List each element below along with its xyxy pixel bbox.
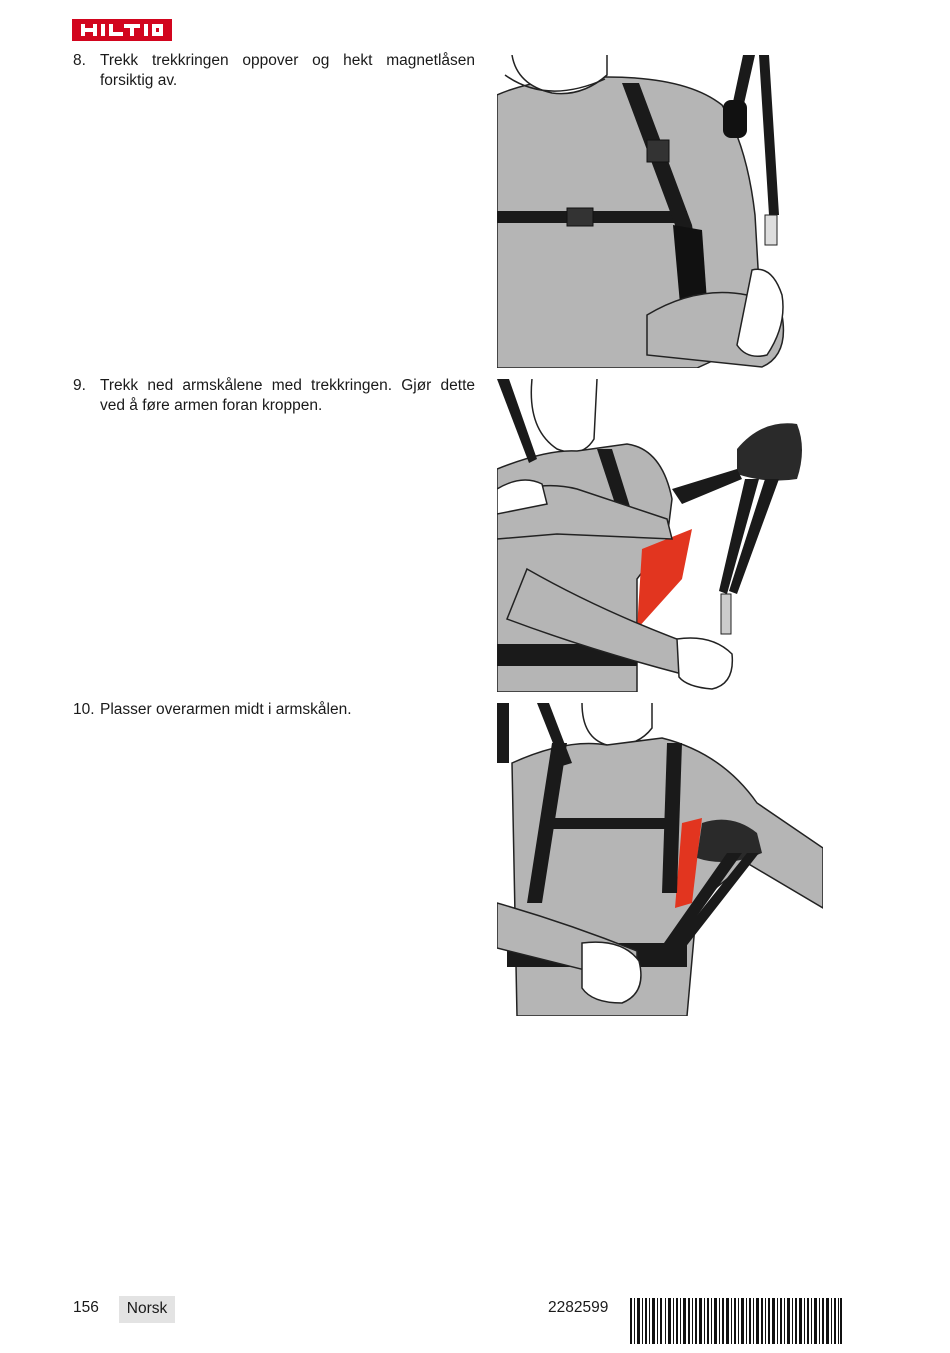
page-number: 156 xyxy=(73,1299,99,1316)
document-code: 2282599 xyxy=(548,1299,609,1316)
step-8 xyxy=(73,51,475,91)
step-number: 8. xyxy=(73,52,86,69)
step-text: Plasser overarmen midt i armskålen. xyxy=(100,701,352,718)
hilti-logo xyxy=(72,19,172,41)
illustration-step-9 xyxy=(497,379,807,692)
illustration-step-10 xyxy=(497,703,823,1016)
step-number: 9. xyxy=(73,377,86,394)
step-text: Trekk trekkringen oppover og hekt magnetlåsen forsiktig av. xyxy=(100,52,475,89)
step-10 xyxy=(73,700,475,720)
barcode xyxy=(630,1298,842,1344)
step-text: Trekk ned armskålene med trekkringen. Gjør dette ved å føre armen foran kroppen. xyxy=(100,377,475,414)
step-9 xyxy=(73,376,475,416)
language-label: Norsk xyxy=(119,1296,175,1323)
step-number: 10. xyxy=(73,701,95,718)
illustration-step-8 xyxy=(497,55,797,368)
